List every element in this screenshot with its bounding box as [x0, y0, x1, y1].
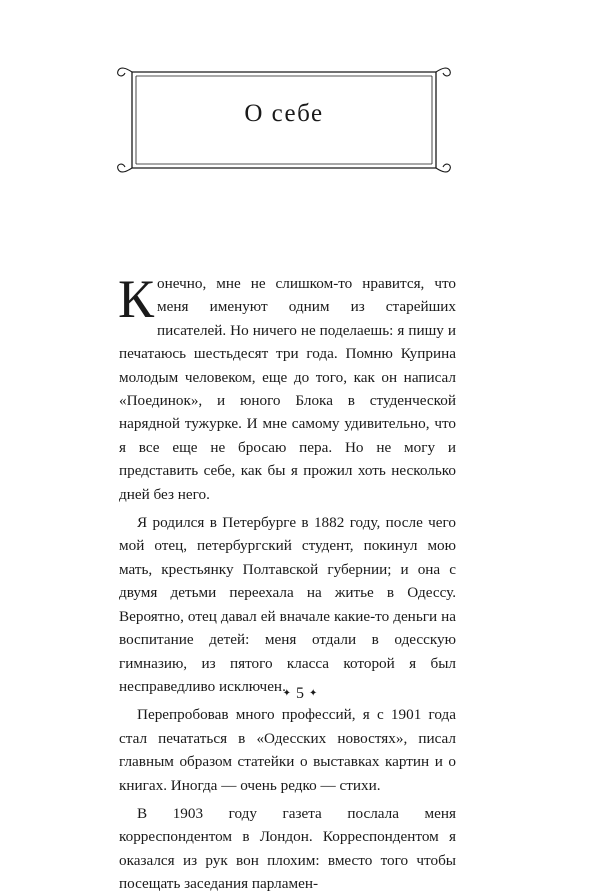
paragraph-1 — [118, 269, 456, 506]
paragraph-3: Перепробовав много профессий, я с 1901 года стал печататься в «Одесских новостях», писал главным образом статейки о выставках картин и о книгах. Иногда — очень редко — стихи. — [119, 706, 456, 794]
chapter-title-frame — [114, 64, 454, 176]
chapter-title: О себе — [244, 100, 324, 127]
drop-cap: К — [118, 269, 155, 329]
paragraph-4: В 1903 году газета послала меня корреспондентом в Лондон. Корреспондентом я оказался из рук вон плохим: вместо того чтобы посещать заседания парламен- — [119, 804, 456, 893]
page-footer — [0, 685, 600, 703]
ornament-right-icon: ✦ — [309, 688, 318, 699]
page-number: 5 — [296, 685, 304, 702]
paragraph-1-text: онечно, мне не слишком-то нравится, что меня именуют одним из старейших писателей. Но ничего не поделаешь: я пишу и печатаюсь шестьдесят три года. Помню Куприна молодым человеком, еще до того, как он написал «Поединок», и юного Блока в студенческой нарядной тужурке. И мне самому удивительно, что я все еще не бросаю пера. Но не могу и представить себе, как бы я прожил хоть несколько дней без него. — [119, 275, 456, 503]
body-text — [118, 269, 456, 896]
paragraph-2: Я родился в Петербурге в 1882 году, после чего мой отец, петербургский студент, покинул мою мать, крестьянку Полтавской губернии; и она с двумя детьми переехала на житье в Одессу. Вероятно, отец давал ей вначале какие-то деньги на воспитание детей: меня отдали в одесскую гимназию, из пятого класса которой я был несправедливо исключен. — [119, 514, 456, 695]
ornament-left-icon: ✦ — [282, 688, 291, 699]
